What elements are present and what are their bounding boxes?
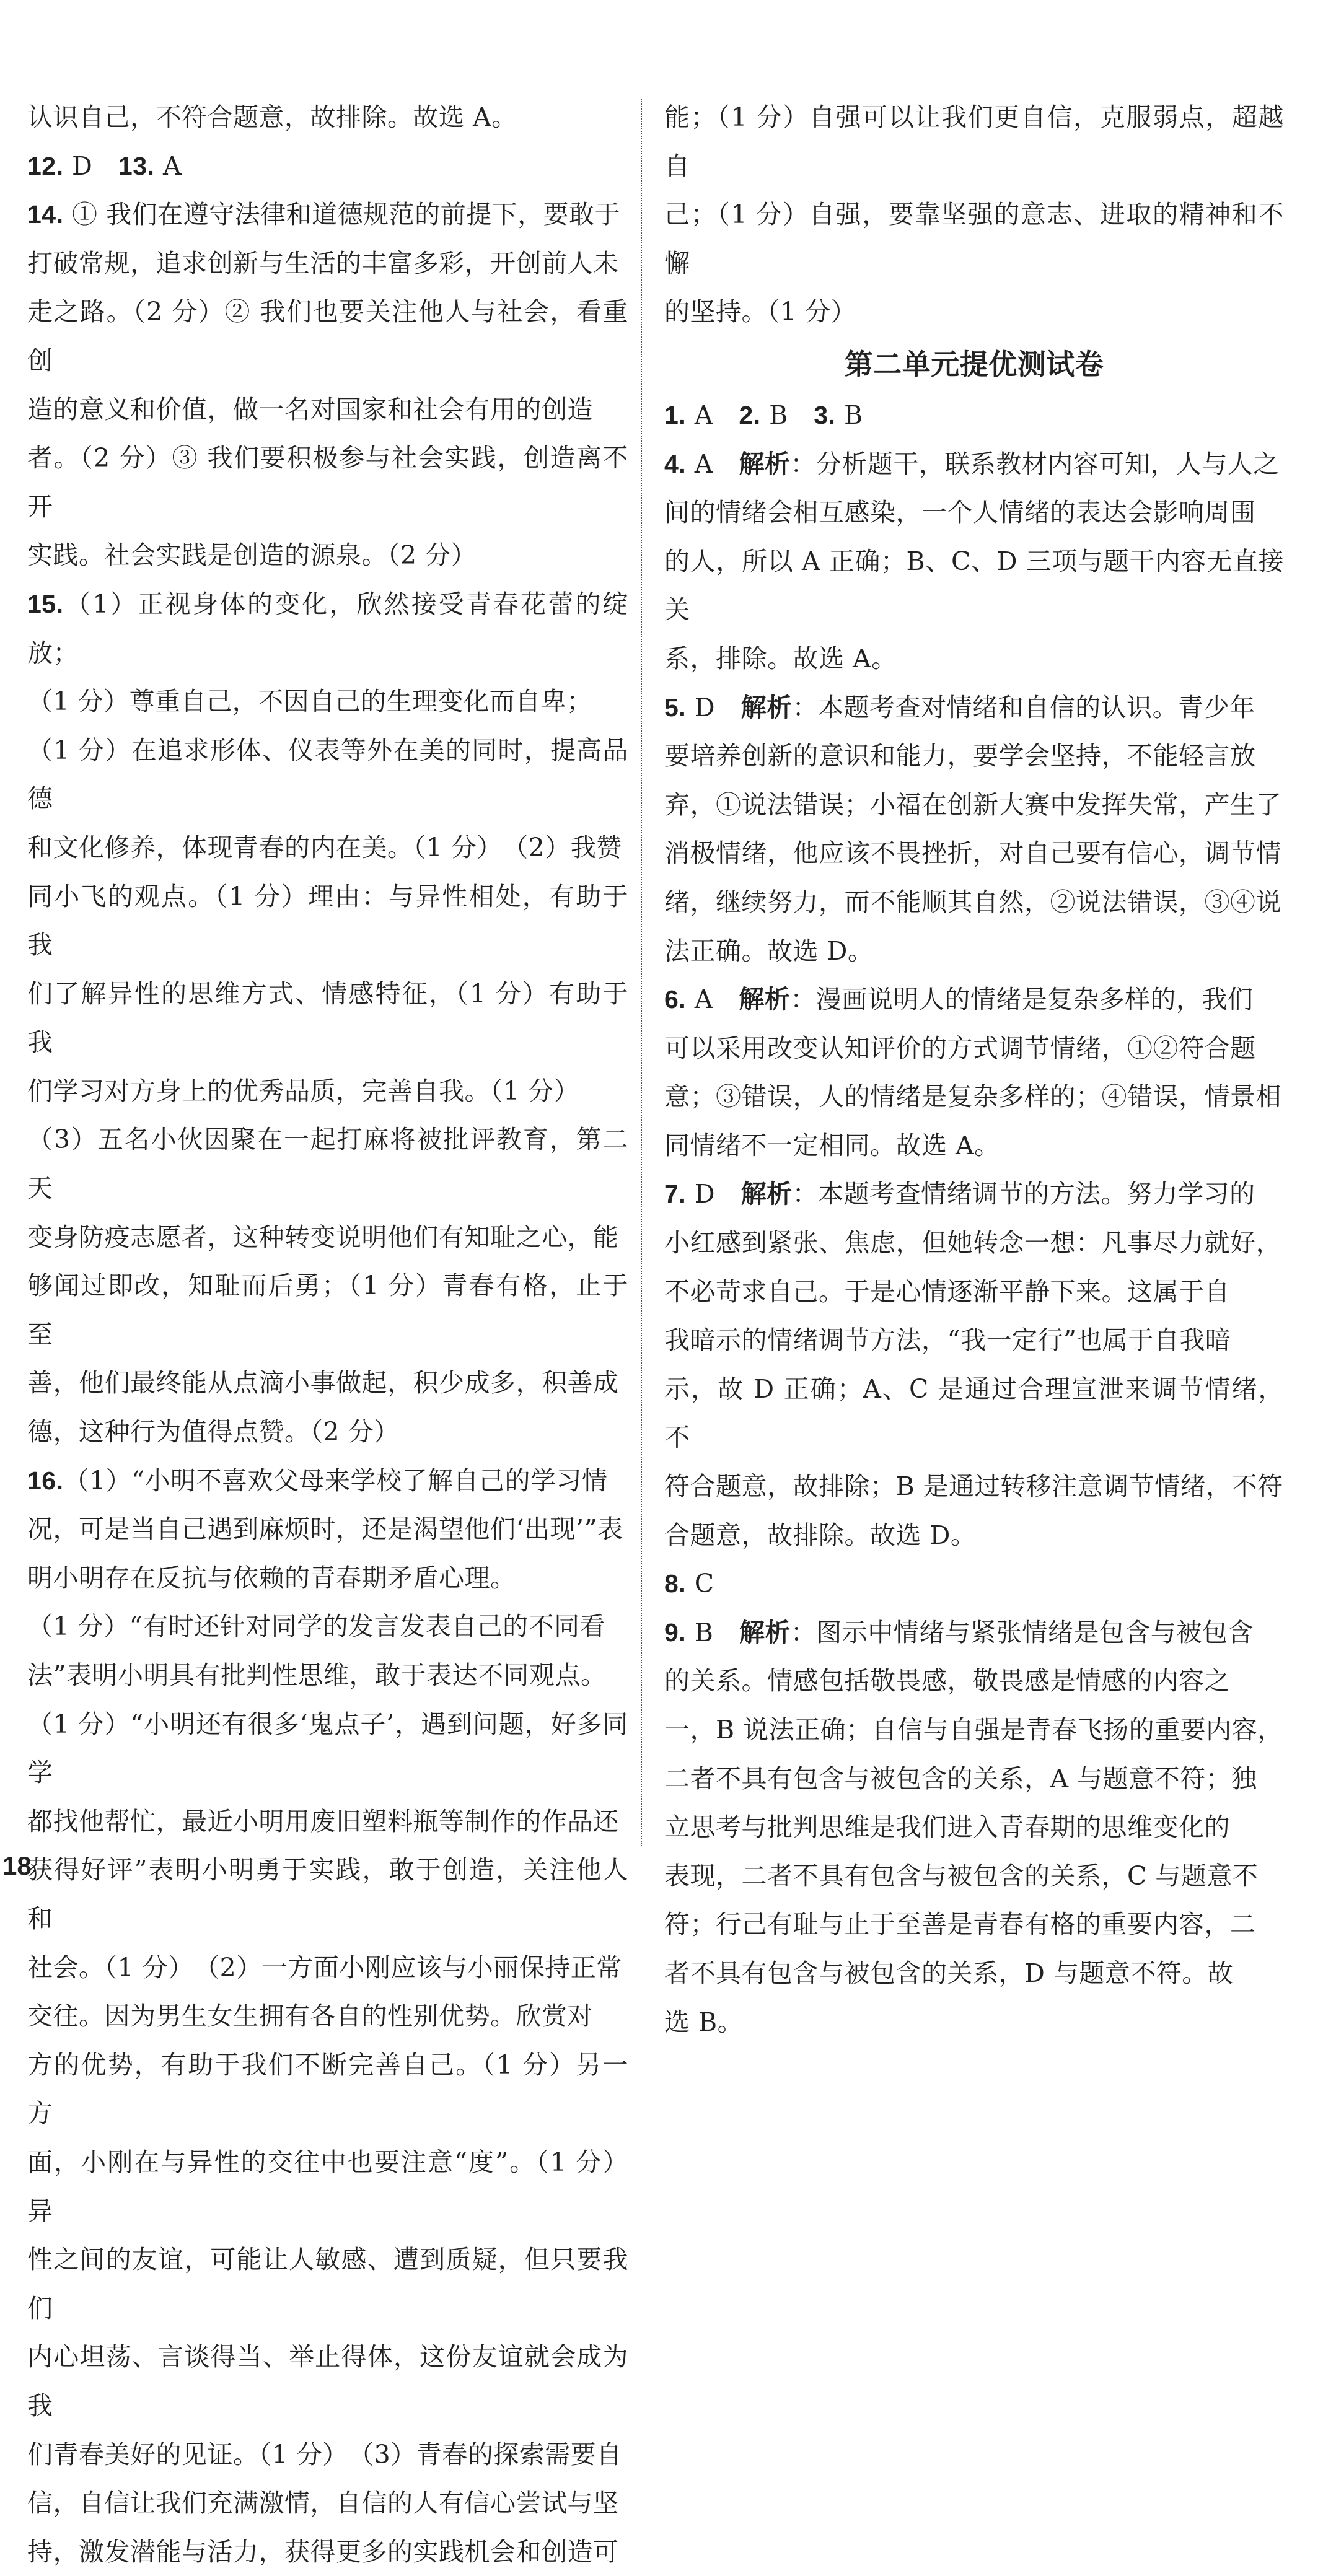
text-line: 造的意义和价值，做一名对国家和社会有用的创造 xyxy=(27,394,593,424)
text-line: 符；行己有耻与止于至善是青春有格的重要内容，二 xyxy=(664,1909,1256,1940)
answer-choice: D xyxy=(686,692,741,722)
text-line: 打破常规，追求创新与生活的丰富多彩，开创前人未 xyxy=(27,248,619,278)
text-line: 的人，所以 A 正确；B、C、D 三项与题干内容无直接关 xyxy=(664,546,1284,625)
text-line xyxy=(27,1457,628,1505)
answer-choice: D xyxy=(686,1179,741,1209)
text-line: 明小明存在反抗与依赖的青春期矛盾心理。 xyxy=(27,1562,516,1593)
text-line: 和文化修养，体现青春的内在美。（1 分） （2）我赞 xyxy=(27,832,622,862)
text-line: 立思考与批判思维是我们进入青春期的思维变化的 xyxy=(664,1812,1230,1842)
text-line xyxy=(664,683,1284,732)
text-line: 实践。社会实践是创造的源泉。（2 分） xyxy=(27,540,477,571)
text-line: 们了解异性的思维方式、情感特征，（1 分）有助于我 xyxy=(27,978,628,1058)
analysis-label: 解析 xyxy=(741,1179,793,1209)
text-line: 同小飞的观点。（1 分）理由：与异性相处，有助于我 xyxy=(27,881,628,960)
analysis-text: ：漫画说明人的情绪是复杂多样的，我们 xyxy=(790,984,1254,1015)
text-line: 况，可是当自己遇到麻烦时，还是渴望他们‘出现’”表 xyxy=(27,1514,623,1544)
text-line: 性之间的友谊，可能让人敏感、遭到质疑，但只要我们 xyxy=(27,2245,628,2323)
text-line: 方的优势，有助于我们不断完善自己。（1 分）另一方 xyxy=(27,2049,628,2129)
text-line: 获得好评”表明小明勇于实践，敢于创造，关注他人和 xyxy=(27,1855,628,1934)
answer-choice: B xyxy=(835,400,863,430)
text-line: 信，自信让我们充满激情，自信的人有信心尝试与坚 xyxy=(27,2488,619,2518)
text-line: 持，激发潜能与活力，获得更多的实践机会和创造可 xyxy=(27,2536,619,2567)
text-line: 交往。因为男生女生拥有各自的性别优势。欣赏对 xyxy=(27,2001,593,2031)
text-line: 内心坦荡、言谈得当、举止得体，这份友谊就会成为我 xyxy=(27,2342,628,2420)
text-line: 小红感到紧张、焦虑，但她转念一想：凡事尽力就好， xyxy=(664,1228,1281,1258)
analysis-text: ：图示中情绪与紧张情绪是包含与被包含 xyxy=(790,1617,1254,1647)
analysis-text: ：本题考查对情绪和自信的认识。青少年 xyxy=(792,692,1255,722)
text-line: （1 分）“小明还有很多‘鬼点子’，遇到问题，好多同学 xyxy=(27,1709,628,1788)
text-line xyxy=(664,1170,1284,1219)
text-line: 法正确。故选 D。 xyxy=(664,935,874,966)
answer-line xyxy=(664,391,1284,440)
text-line: 示，故 D 正确；A、C 是通过合理宣泄来调节情绪，不 xyxy=(664,1373,1284,1453)
text-line: 们青春美好的见证。（1 分） （3）青春的探索需要自 xyxy=(27,2439,622,2469)
text-line: （1 分）“有时还针对同学的发言发表自己的不同看 xyxy=(27,1611,606,1642)
text-line: 我暗示的情绪调节方法，“我一定行”也属于自我暗 xyxy=(664,1325,1231,1356)
analysis-label: 解析 xyxy=(741,692,793,722)
analysis-label: 解析 xyxy=(739,984,791,1015)
text-line: 的坚持。（1 分） xyxy=(664,297,857,327)
answer-line xyxy=(27,142,628,191)
analysis-label: 解析 xyxy=(739,1617,791,1647)
question-number: 14. xyxy=(27,200,64,229)
section-title: 第二单元提优测试卷 xyxy=(844,347,1104,381)
text-line xyxy=(27,580,628,677)
text-line: 面，小刚在与异性的交往中也要注意“度”。（1 分）异 xyxy=(27,2147,628,2226)
question-number: 3. xyxy=(814,400,836,429)
text-line xyxy=(664,975,1284,1024)
answer-text: （1）正视身体的变化，欣然接受青春花蕾的绽放； xyxy=(27,589,628,668)
text-line xyxy=(664,440,1284,489)
text-line: 法”表明小明具有批判性思维，敢于表达不同观点。 xyxy=(27,1660,607,1690)
text-line: 间的情绪会相互感染，一个人情绪的表达会影响周围 xyxy=(664,497,1256,528)
question-number: 2. xyxy=(739,400,761,429)
text-line: 选 B。 xyxy=(664,2007,744,2037)
text-line: 变身防疫志愿者，这种转变说明他们有知耻之心，能 xyxy=(27,1222,619,1252)
text-line: 者。（2 分）③ 我们要积极参与社会实践，创造离不开 xyxy=(27,443,628,522)
answer-choice: A xyxy=(686,984,739,1015)
text-line: 都找他帮忙，最近小明用废旧塑料瓶等制作的作品还 xyxy=(27,1806,619,1836)
answer-choice: A xyxy=(686,400,739,430)
answer-choice: B xyxy=(760,400,814,430)
text-line: 消极情绪，他应该不畏挫折，对自己要有信心，调节情 xyxy=(664,838,1281,869)
right-column xyxy=(664,93,1284,2046)
analysis-label: 解析 xyxy=(739,449,791,479)
text-line xyxy=(27,190,628,239)
text-line: 一，B 说法正确；自信与自强是青春飞扬的重要内容， xyxy=(664,1715,1283,1745)
text-line: 的关系。情感包括敬畏感，敬畏感是情感的内容之 xyxy=(664,1666,1230,1696)
text-line: 德，这种行为值得点赞。（2 分） xyxy=(27,1417,400,1447)
analysis-text: ：分析题干，联系教材内容可知，人与人之 xyxy=(790,449,1279,479)
text-line xyxy=(664,1608,1284,1657)
page-number: 18 xyxy=(2,1851,32,1880)
text-line: （3）五名小伙因聚在一起打麻将被批评教育，第二天 xyxy=(27,1124,628,1204)
text-line: 要培养创新的意识和能力，要学会坚持，不能轻言放 xyxy=(664,741,1256,771)
answer-choice: D xyxy=(63,151,118,181)
text-line: 不必苛求自己。于是心情逐渐平静下来。这属于自 xyxy=(664,1276,1230,1307)
text-line: （1 分）在追求形体、仪表等外在美的同时，提高品德 xyxy=(27,735,628,814)
text-line: 弃，①说法错误；小福在创新大赛中发挥失常，产生了 xyxy=(664,789,1281,820)
question-number: 1. xyxy=(664,400,687,429)
question-number: 6. xyxy=(664,985,687,1014)
question-number: 8. xyxy=(664,1569,687,1598)
question-number: 16. xyxy=(27,1466,64,1495)
text-line: 可以采用改变认知评价的方式调节情绪，①②符合题 xyxy=(664,1033,1256,1063)
left-column xyxy=(27,93,628,2576)
text-line: 够闻过即改，知耻而后勇；（1 分）青春有格，止于至 xyxy=(27,1271,628,1349)
analysis-text: ：本题考查情绪调节的方法。努力学习的 xyxy=(792,1179,1255,1209)
text-line: 己；（1 分）自强，要靠坚强的意志、进取的精神和不懈 xyxy=(664,199,1284,278)
question-number: 15. xyxy=(27,589,64,618)
text-line: 者不具有包含与被包含的关系，D 与题意不符。故 xyxy=(664,1958,1234,1988)
text-line: 系，排除。故选 A。 xyxy=(664,643,897,673)
text-line: 们学习对方身上的优秀品质，完善自我。（1 分） xyxy=(27,1076,580,1106)
question-number: 13. xyxy=(118,151,155,180)
answer-choice: A xyxy=(154,151,182,181)
question-number: 7. xyxy=(664,1180,687,1209)
text-line: 能；（1 分）自强可以让我们更自信，克服弱点，超越自 xyxy=(664,102,1284,181)
answer-text: ① 我们在遵守法律和道德规范的前提下，要敢于 xyxy=(63,199,621,230)
answer-choice: A xyxy=(686,449,739,479)
question-number: 4. xyxy=(664,449,687,478)
question-number: 12. xyxy=(27,151,64,180)
question-number: 9. xyxy=(664,1618,687,1647)
answer-choice: C xyxy=(686,1569,714,1599)
text-line: 合题意，故排除。故选 D。 xyxy=(664,1520,977,1550)
text-line: 同情绪不一定相同。故选 A。 xyxy=(664,1130,1000,1160)
text-line: 绪，继续努力，而不能顺其自然，②说法错误，③④说 xyxy=(664,887,1281,917)
text-line: 社会。（1 分） （2）一方面小刚应该与小丽保持正常 xyxy=(27,1952,622,1982)
answer-choice: B xyxy=(686,1617,739,1647)
column-divider xyxy=(641,99,642,1846)
text-line: （1 分）尊重自己，不因自己的生理变化而自卑； xyxy=(27,686,592,717)
text-line: 二者不具有包含与被包含的关系，A 与题意不符；独 xyxy=(664,1763,1257,1794)
answer-text: （1）“小明不喜欢父母来学校了解自己的学习情 xyxy=(63,1465,608,1496)
question-number: 5. xyxy=(664,693,687,722)
answer-line xyxy=(664,1559,1284,1608)
text-line: 表现，二者不具有包含与被包含的关系，C 与题意不 xyxy=(664,1860,1259,1891)
text-line: 善，他们最终能从点滴小事做起，积少成多，积善成 xyxy=(27,1368,619,1398)
text-line: 走之路。（2 分）② 我们也要关注他人与社会，看重创 xyxy=(27,297,628,375)
text-line: 符合题意，故排除；B 是通过转移注意调节情绪，不符 xyxy=(664,1471,1283,1502)
text-line: 认识自己，不符合题意，故排除。故选 A。 xyxy=(27,102,517,132)
text-line: 意；③错误，人的情绪是复杂多样的；④错误，情景相 xyxy=(664,1082,1281,1112)
